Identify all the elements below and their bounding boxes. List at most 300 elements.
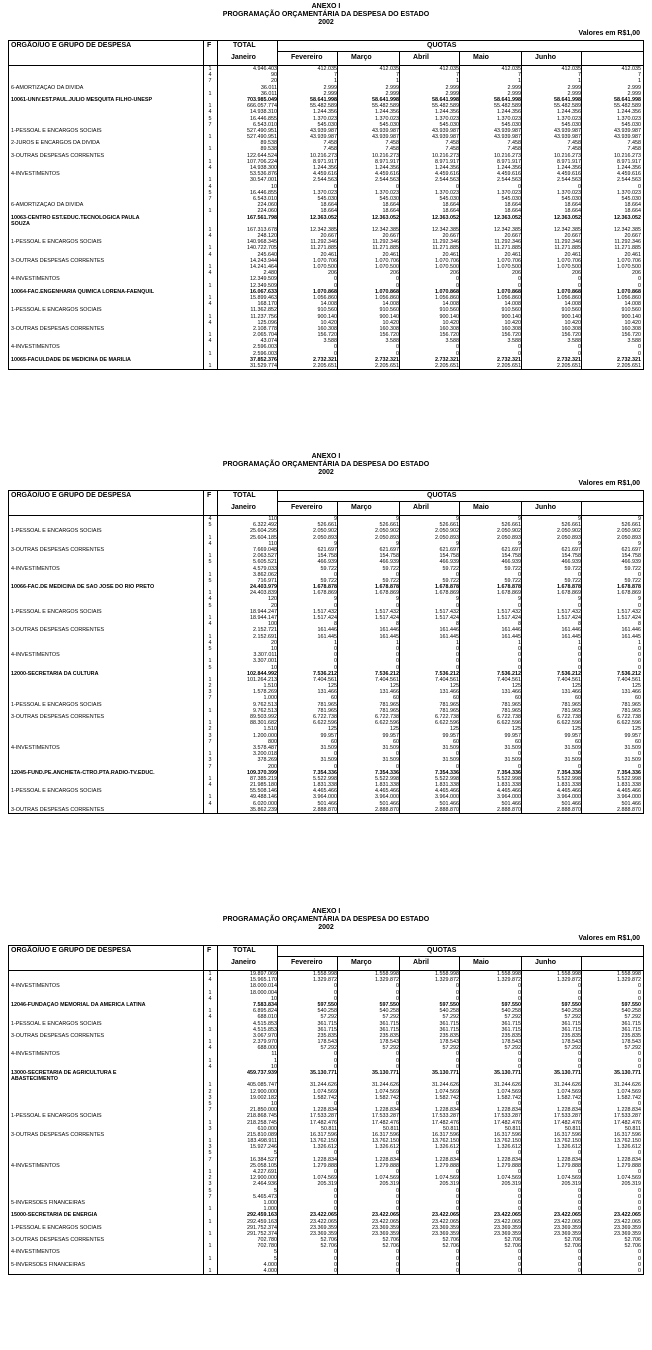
row-quota: 0 [334,282,337,289]
row-quota: 0 [456,282,459,289]
row-label: 10063-CENTRO EST.EDUC.TECNOLÓGICA PAULA [11,214,140,221]
row-quota: 20.667 [504,233,521,240]
row-quota: 545.030 [317,121,337,128]
row-quota: 0 [396,652,399,659]
row-quota: 4.459.616 [557,171,581,178]
row-quota: 43.939.987 [432,134,459,141]
row-quota: 900.140 [621,313,641,320]
row-quota: 13.762.150 [494,1138,521,1145]
row-quota: 1.678.869 [497,590,521,597]
row-quota: 0 [396,1150,399,1157]
row-quota: 1.370.023 [617,189,641,196]
row-quota: 23.369.359 [554,1230,581,1237]
row-quota: 0 [396,751,399,758]
row-total: 16.446.855 [250,189,277,196]
row-quota: 0 [518,1100,521,1107]
row-quota: 11.271.885 [310,245,337,252]
row-quota: 17.533.287 [310,1113,337,1120]
row-quota: 0 [578,1169,581,1175]
row-quota: 2.888.870 [313,806,337,813]
row-quota: 3.964.000 [313,794,337,801]
row-quota: 1.329.872 [497,977,521,984]
row-quota: 43.939.987 [372,134,399,141]
row-quota: 781.965 [379,707,399,714]
row-fonte: 5 [208,1150,212,1157]
row-fonte: 4 [208,72,212,79]
row-label: 12045-FUND.PE.ANCHIETA-CTRO.PTA.RÁDIO-TV.EDUC. [11,769,155,776]
row-quota: 17.482.476 [310,1119,337,1126]
row-quota: 10.420 [564,319,581,326]
row-quota: 156.720 [317,332,337,339]
row-fonte: 1 [208,1008,212,1015]
row-quota: 50.811 [504,1125,521,1132]
row-quota: 0 [578,664,581,671]
row-quota: 2.205.651 [557,363,581,369]
row-quota: 2.888.870 [617,806,641,813]
row-quota: 12.342.385 [614,226,641,233]
quotas-divider [277,501,643,502]
row-quota: 466.939 [439,559,459,566]
column-divider [277,946,278,970]
row-total: 16.067.633 [250,288,277,295]
row-quota: 0 [456,995,459,1002]
column-divider [399,501,400,515]
row-quota: 3.588 [323,338,337,345]
row-quota: 16.317.596 [494,1131,521,1138]
row-quota: 8.971.917 [497,158,521,165]
row-quota: 0 [638,1150,641,1157]
row-label: 3-OUTRAS DESPESAS CORRENTES [11,325,105,332]
row-total: 10 [271,664,277,671]
header-org: ORGÃO/UO E GRUPO DE DESPESA [11,42,132,49]
row-quota: 1 [334,78,337,85]
row-quota: 0 [334,1268,337,1274]
row-quota: 52.706 [320,1243,337,1250]
row-quota: 0 [334,276,337,283]
table-header [9,946,643,971]
row-quota: 60 [635,738,641,745]
row-quota: 11.271.885 [432,245,459,252]
row-quota: 4.465.466 [435,788,459,795]
row-quota: 0 [456,664,459,671]
row-quota: 6.722.738 [497,714,521,720]
row-quota: 0 [396,658,399,665]
row-fonte: 1 [208,775,212,782]
row-quota: 0 [578,1100,581,1107]
row-total: 224.060 [257,202,277,209]
row-quota: 0 [396,1063,399,1070]
row-quota: 4.459.616 [435,171,459,178]
row-quota: 1.070.706 [313,257,337,264]
row-total: 168.170 [257,301,277,308]
row-quota: 0 [396,1199,399,1206]
row-quota: 16.317.596 [554,1131,581,1138]
row-quota: 545.030 [317,195,337,202]
row-quota: 160.308 [379,325,399,332]
row-quota: 0 [638,645,641,652]
row-quota: 0 [518,1063,521,1070]
row-quota: 0 [638,989,641,996]
row-total: 16.446.855 [250,115,277,122]
row-quota: 1.329.872 [435,977,459,984]
row-total: 1.510 [263,683,277,690]
row-quota: 0 [334,1187,337,1194]
row-total: 16.384.527 [250,1156,277,1163]
row-quota: 0 [578,1268,581,1274]
row-total: 11 [271,1051,277,1058]
row-total: 4.946.403 [253,66,277,72]
table-row [9,1268,643,1274]
row-total: 459.737.939 [247,1070,277,1076]
row-quota: 160.308 [561,325,581,332]
row-fonte: 4 [208,251,212,258]
row-label: 1-PESSOAL E ENCARGOS SOCIAIS [11,127,102,134]
row-total: 3.578.487 [253,744,277,751]
row-quota: 2.544.563 [557,177,581,184]
row-quota: 2.888.870 [435,806,459,813]
row-total: 3.200.018 [253,751,277,758]
row-quota: 1.070.500 [557,264,581,270]
row-quota: 205.319 [379,1181,399,1188]
row-quota: 7.458 [385,146,399,153]
row-quota: 125 [328,726,337,733]
row-quota: 540.258 [501,1008,521,1015]
row-quota: 2.050.893 [497,534,521,541]
row-quota: 12.342.385 [372,226,399,233]
row-quota: 1.370.023 [497,189,521,196]
row-quota: 43.939.987 [494,134,521,141]
row-quota: 1.070.706 [435,257,459,264]
row-quota: 0 [578,751,581,758]
row-quota: 545.030 [501,121,521,128]
row-quota: 12.363.052 [494,214,521,221]
row-quota: 1.244.356 [313,109,337,116]
row-quota: 131.466 [439,689,459,696]
header-month: Junho [535,504,556,511]
row-quota: 2.544.563 [313,177,337,184]
row-quota: 0 [578,344,581,351]
row-quota: 1.831.338 [313,782,337,789]
row-quota: 621.697 [379,546,399,553]
header-total: TOTAL [233,42,256,49]
row-quota: 1.370.023 [375,115,399,122]
row-quota: 3.964.000 [557,794,581,801]
row-quota: 206 [390,270,399,277]
row-quota: 99.957 [442,732,459,739]
row-quota: 0 [578,658,581,665]
column-divider [217,41,218,65]
row-quota: 361.715 [621,1020,641,1027]
row-quota: 1.326.612 [617,1144,641,1151]
row-quota: 20.667 [624,233,641,240]
row-quota: 1.074.569 [375,1175,399,1182]
row-quota: 1.678.878 [497,584,521,591]
column-divider [337,51,338,65]
row-quota: 0 [456,1206,459,1213]
row-quota: 545.030 [561,121,581,128]
row-quota: 23.422.065 [372,1212,399,1219]
row-quota: 131.466 [379,689,399,696]
row-quota: 361.715 [317,1026,337,1033]
row-total: 10 [271,183,277,190]
row-quota: 2.999 [567,84,581,91]
row-quota: 0 [578,983,581,990]
row-quota: 31.509 [320,744,337,751]
row-quota: 0 [638,995,641,1002]
row-quota: 52.706 [442,1243,459,1250]
row-fonte: 1 [208,1082,212,1089]
column-divider [459,501,460,515]
row-quota: 2.205.651 [497,363,521,369]
row-quota: 125 [632,726,641,733]
row-quota: 131.466 [501,689,521,696]
row-quota: 3.588 [385,338,399,345]
row-quota: 0 [518,664,521,671]
row-total: 20 [271,78,277,85]
row-quota: 1.370.023 [375,189,399,196]
row-quota: 7.404.561 [435,676,459,683]
row-quota: 0 [518,995,521,1002]
row-fonte: 3 [208,689,212,696]
row-quota: 0 [396,763,399,770]
row-quota: 125 [512,726,521,733]
column-divider [521,956,522,970]
row-label: 4-INVESTIMENTOS [11,744,60,751]
row-label: 4-INVESTIMENTOS [11,1162,60,1169]
row-quota: 57.292 [624,1045,641,1052]
row-quota: 0 [334,1193,337,1200]
page-3 [0,905,652,1350]
row-quota: 910.560 [317,307,337,314]
row-quota: 0 [578,652,581,659]
row-quota: 526.661 [439,522,459,529]
row-quota: 60 [575,738,581,745]
row-quota: 8 [396,621,399,628]
row-quota: 9 [396,516,399,522]
row-quota: 57.292 [382,1045,399,1052]
row-quota: 0 [456,1261,459,1268]
row-quota: 0 [638,751,641,758]
row-quota: 12.363.052 [432,214,459,221]
row-fonte: 4 [208,183,212,190]
row-quota: 7.458 [385,140,399,147]
row-quota: 23.422.065 [310,1212,337,1219]
row-quota: 13.762.150 [310,1138,337,1145]
row-total: 12.349.509 [250,276,277,283]
row-quota: 0 [638,1187,641,1194]
page-1 [0,0,652,445]
row-quota: 0 [456,1063,459,1070]
row-quota: 1.678.878 [435,584,459,591]
row-quota: 9 [334,516,337,522]
row-quota: 125 [572,726,581,733]
row-quota: 161.446 [621,627,641,634]
row-quota: 0 [334,995,337,1002]
row-quota: 58.641.998 [372,96,399,103]
row-quota: 361.715 [561,1020,581,1027]
row-quota: 0 [334,1255,337,1262]
row-quota: 5.522.998 [497,775,521,782]
row-quota: 14.008 [320,301,337,308]
row-quota: 1.329.872 [375,977,399,984]
row-quota: 412.035 [379,66,399,72]
row-fonte: 1 [208,66,212,72]
row-quota: 1.074.569 [617,1175,641,1182]
row-label: 10061-UNIV.EST.PAUL.JÚLIO MESQUITA FILHO-UNESP [11,96,153,103]
row-fonte: 3 [208,1094,212,1101]
row-total: 2.596.003 [253,350,277,357]
row-quota: 0 [638,983,641,990]
row-quota: 31.244.626 [614,1082,641,1089]
row-fonte: 1 [208,971,212,977]
row-total: 102.844.992 [247,670,277,677]
row-total: 21.850.000 [250,1107,277,1114]
row-quota: 31.509 [382,757,399,764]
row-quota: 7.404.561 [617,676,641,683]
row-quota: 2.205.651 [375,363,399,369]
row-quota: 361.715 [621,1026,641,1033]
row-quota: 7 [518,72,521,79]
row-total: 1.578.269 [253,689,277,696]
row-quota: 1 [334,639,337,646]
row-quota: 0 [578,1193,581,1200]
row-quota: 10.216.273 [494,152,521,159]
row-quota: 23.369.359 [310,1230,337,1237]
row-quota: 154.758 [501,553,521,560]
row-quota: 1.329.872 [617,977,641,984]
header-quotas: QUOTAS [427,947,457,954]
row-quota: 0 [638,602,641,609]
row-total: 291.752.374 [247,1224,277,1231]
row-quota: 31.509 [624,757,641,764]
row-quota: 1.831.338 [375,782,399,789]
row-quota: 1.370.023 [313,115,337,122]
row-quota: 0 [638,1206,641,1213]
row-quota: 1.056.860 [435,294,459,301]
row-quota: 99.957 [504,732,521,739]
row-fonte: 4 [208,596,212,603]
row-quota: 545.030 [439,121,459,128]
table-body [9,971,643,1274]
row-quota: 466.939 [561,559,581,566]
row-quota: 1.582.742 [557,1094,581,1101]
row-quota: 900.140 [439,313,459,320]
row-quota: 2.732.321 [375,356,399,363]
row-quota: 1.070.706 [497,257,521,264]
row-quota: 1.244.356 [435,165,459,171]
row-quota: 781.965 [379,701,399,708]
row-quota: 11.292.346 [554,239,581,246]
row-quota: 1.228.834 [375,1107,399,1114]
row-fonte: 4 [208,1014,212,1021]
row-total: 11.237.756 [250,313,277,320]
row-quota: 13.762.150 [432,1138,459,1145]
row-quota: 7.536.212 [435,670,459,677]
row-quota: 7 [456,72,459,79]
row-quota: 4.465.466 [313,788,337,795]
row-quota: 1.070.706 [617,257,641,264]
row-quota: 131.466 [621,689,641,696]
row-quota: 52.706 [320,1237,337,1244]
row-fonte: 5 [208,602,212,609]
row-quota: 43.939.987 [614,134,641,141]
row-quota: 6.622.596 [313,720,337,727]
row-quota: 0 [638,1063,641,1070]
row-quota: 1.228.834 [313,1156,337,1163]
row-quota: 7.458 [627,140,641,147]
row-quota: 1.074.569 [617,1088,641,1095]
row-label: 3-OUTRAS DESPESAS CORRENTES [11,152,105,159]
row-quota: 131.466 [317,689,337,696]
row-quota: 781.965 [439,701,459,708]
row-quota: 0 [456,1057,459,1064]
column-divider [581,501,582,515]
row-quota: 2.050.902 [557,528,581,535]
row-fonte: 1 [208,264,212,270]
row-label: 3-OUTRAS DESPESAS CORRENTES [11,1237,105,1244]
row-quota: 597.550 [561,1001,581,1008]
row-label: 3-OUTRAS DESPESAS CORRENTES [11,627,105,634]
row-quota: 20.461 [442,251,459,258]
row-quota: 1.228.834 [557,1107,581,1114]
row-fonte: 1 [208,989,212,996]
row-quota: 781.965 [501,707,521,714]
row-quota: 2.888.870 [497,806,521,813]
row-quota: 1.070.868 [435,288,459,295]
row-quota: 43.939.987 [554,127,581,134]
row-quota: 60 [393,738,399,745]
row-quota: 7.354.336 [617,769,641,776]
row-quota: 2.888.870 [557,806,581,813]
row-quota: 31.509 [504,757,521,764]
row-quota: 412.035 [439,66,459,72]
heading-anexo: ANEXO I [311,908,341,915]
row-total: 5 [274,1187,277,1194]
row-quota: 540.258 [621,1008,641,1015]
row-quota: 0 [456,1199,459,1206]
header-quotas: QUOTAS [427,42,457,49]
column-divider [581,956,582,970]
row-quota: 8.971.917 [617,158,641,165]
header-quotas: QUOTAS [427,492,457,499]
row-quota: 7.536.212 [313,670,337,677]
row-quota: 12.363.052 [372,214,399,221]
row-quota: 361.715 [379,1020,399,1027]
row-quota: 361.715 [317,1020,337,1027]
row-quota: 781.965 [561,707,581,714]
row-quota: 178.543 [561,1039,581,1046]
row-fonte: 1 [208,1255,212,1262]
row-quota: 0 [518,350,521,357]
row-quota: 23.369.359 [614,1230,641,1237]
row-total: 87.385.219 [250,775,277,782]
column-divider [521,66,522,369]
row-quota: 125 [390,726,399,733]
row-quota: 59.722 [382,577,399,584]
row-quota: 2.050.902 [435,528,459,535]
row-total: 5 [274,1249,277,1256]
row-label: 10064-FAC.ENGENHARIA QUÍMICA LORENA-FAENQUIL [11,288,155,295]
row-quota: 0 [518,1051,521,1058]
row-total: 7.669.048 [253,546,277,553]
row-quota: 1.056.860 [617,294,641,301]
row-label: 1-PESSOAL E ENCARGOS SOCIAIS [11,608,102,615]
row-quota: 57.292 [504,1014,521,1021]
row-quota: 99.957 [382,732,399,739]
row-quota: 0 [334,989,337,996]
row-quota: 20.461 [624,251,641,258]
row-quota: 60 [453,695,459,702]
